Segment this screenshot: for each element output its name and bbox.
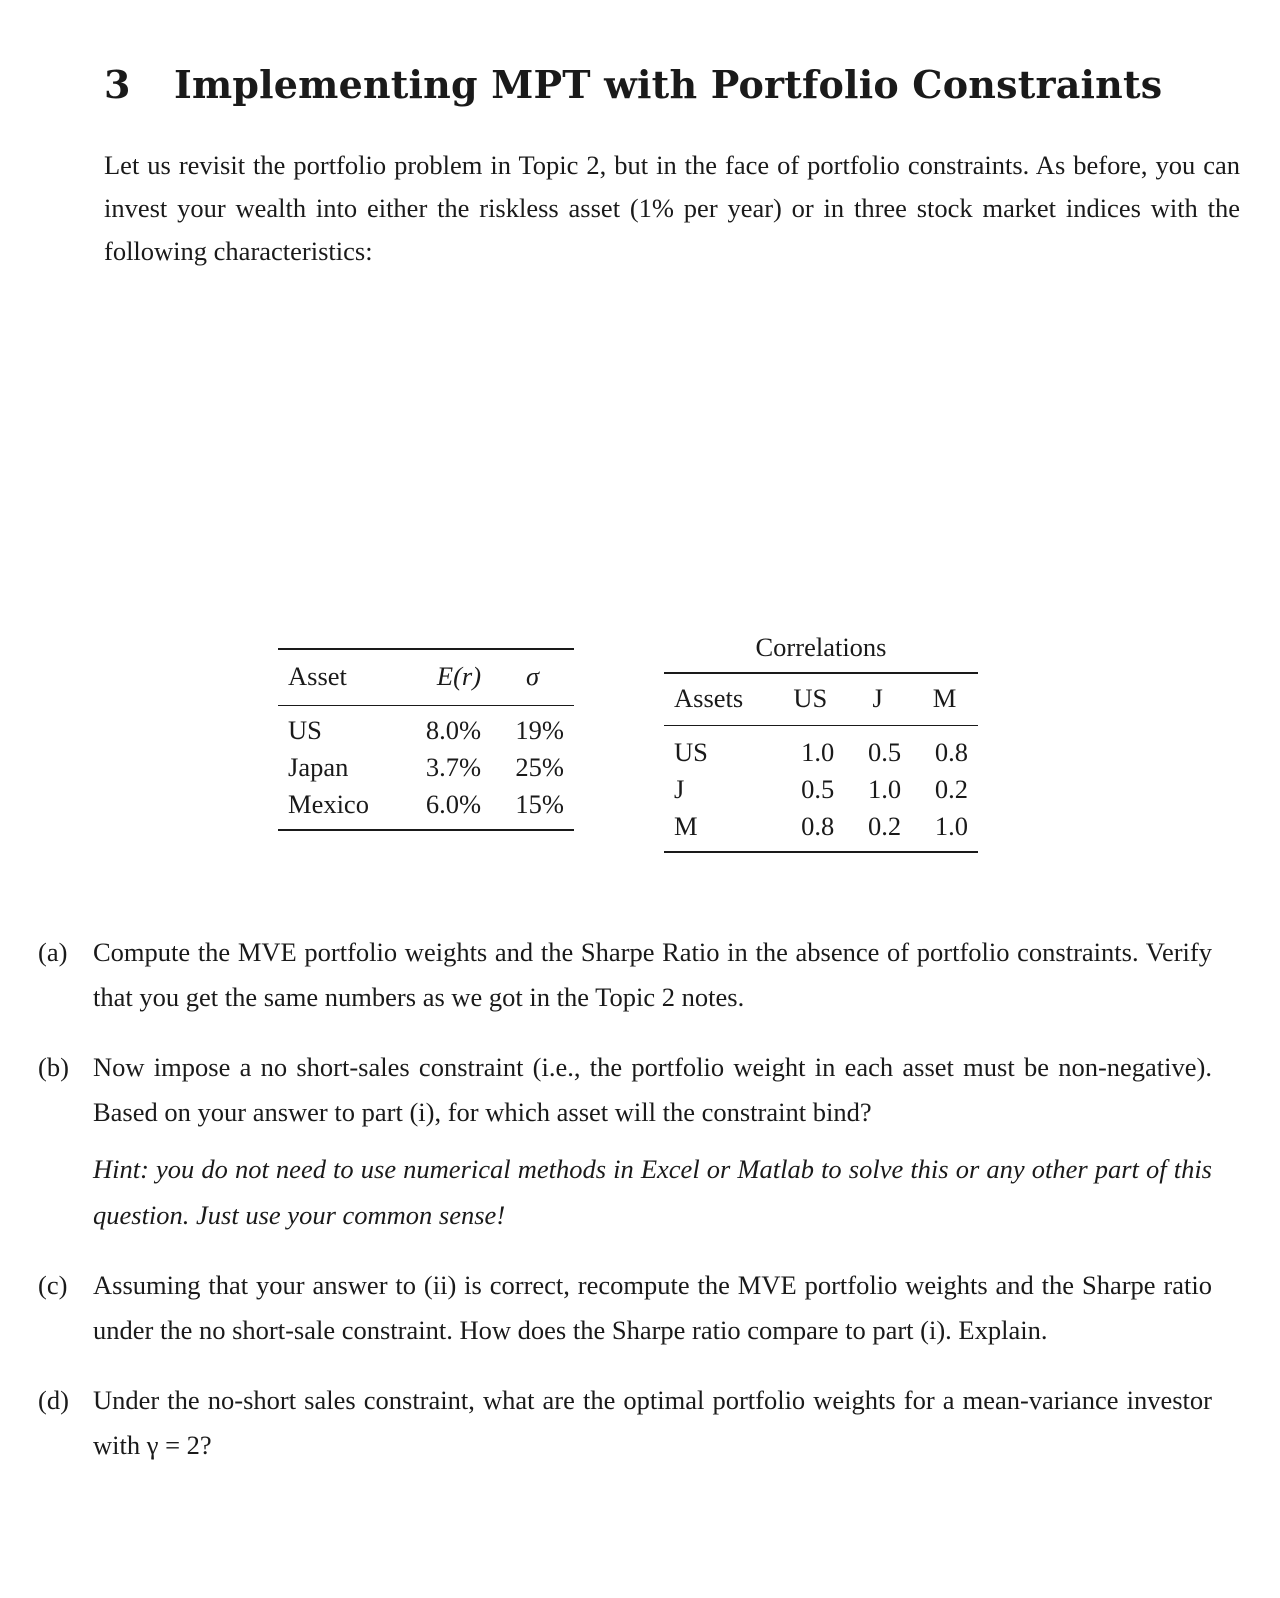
corr-us-cell: 1.0 [801, 737, 835, 767]
asset-name-cell: Mexico [288, 789, 369, 819]
correlations-block [664, 628, 978, 853]
section-number: 3 [104, 62, 131, 107]
asset-characteristics-table [278, 648, 574, 831]
question-c [38, 1263, 1212, 1353]
question-b [38, 1045, 1212, 1238]
question-a [38, 930, 1212, 1020]
corr-m-cell: 0.8 [934, 737, 968, 767]
section-heading [104, 62, 1162, 107]
table-row [278, 749, 574, 786]
row-asset-cell: J [674, 774, 685, 804]
japan-header: J [872, 683, 883, 713]
asset-name-cell: Japan [288, 752, 349, 782]
expected-return-cell: 6.0% [425, 789, 482, 819]
question-label: (a) [38, 937, 68, 967]
question-text: Now impose a no short-sales constraint (i.e., the portfolio weight in each asset must be non-negative). Based on your answer to part (i), for which asset will the constraint bind? [93, 1052, 1212, 1127]
corr-j-cell: 1.0 [867, 774, 902, 804]
mexico-header: M [932, 683, 957, 713]
correlations-title: Correlations [755, 632, 887, 662]
question-label: (d) [38, 1385, 69, 1415]
correlation-header-row [664, 673, 978, 726]
sigma-cell: 25% [515, 752, 564, 782]
asset-table-header-row [278, 649, 574, 706]
corr-j-cell: 0.5 [867, 737, 902, 767]
question-text: Compute the MVE portfolio weights and the Sharpe Ratio in the absence of portfolio constraints. Verify that you get the same numbers as we got in the Topic 2 notes. [93, 937, 1212, 1012]
corr-us-cell: 0.5 [801, 774, 835, 804]
question-list [38, 930, 1212, 1493]
row-asset-cell: M [674, 811, 698, 841]
sigma-cell: 15% [515, 789, 564, 819]
corr-j-cell: 0.2 [867, 811, 902, 841]
correlation-matrix-table [664, 672, 978, 853]
table-row [664, 808, 978, 852]
question-text: Assuming that your answer to (ii) is correct, recompute the MVE portfolio weights and the Sharpe ratio under the no short-sale constraint. How does the Sharpe ratio compare to part (i). Explain. [93, 1270, 1212, 1345]
asset-header: Asset [288, 661, 347, 691]
intro-paragraph: Let us revisit the portfolio problem in Topic 2, but in the face of portfolio constraints. As before, you can invest your wealth into either the riskless asset (1% per year) or in three stock market indices with the following characteristics: [104, 150, 1240, 266]
sigma-cell: 19% [515, 715, 564, 745]
us-header: US [793, 683, 828, 713]
assets-header: Assets [674, 683, 744, 713]
corr-m-cell: 1.0 [934, 811, 968, 841]
expected-return-cell: 8.0% [425, 715, 482, 745]
table-row [664, 726, 978, 772]
hint-text: Hint: you do not need to use numerical methods in Excel or Matlab to solve this or any other part of this question. Just use your common sense! [93, 1154, 1212, 1230]
question-text: Under the no-short sales constraint, what are the optimal portfolio weights for a mean-variance investor with γ = 2? [93, 1385, 1212, 1460]
corr-us-cell: 0.8 [801, 811, 835, 841]
section-title: Implementing MPT with Portfolio Constraints [174, 62, 1163, 107]
table-row [664, 771, 978, 808]
question-label: (c) [38, 1270, 68, 1300]
sigma-header: σ [525, 661, 540, 691]
question-label: (b) [38, 1052, 69, 1082]
expected-return-header: E(r) [436, 661, 482, 691]
table-row [278, 706, 574, 750]
asset-name-cell: US [288, 715, 322, 745]
corr-m-cell: 0.2 [934, 774, 968, 804]
expected-return-cell: 3.7% [425, 752, 482, 782]
question-d [38, 1378, 1212, 1468]
row-asset-cell: US [674, 737, 708, 767]
table-row [278, 786, 574, 830]
